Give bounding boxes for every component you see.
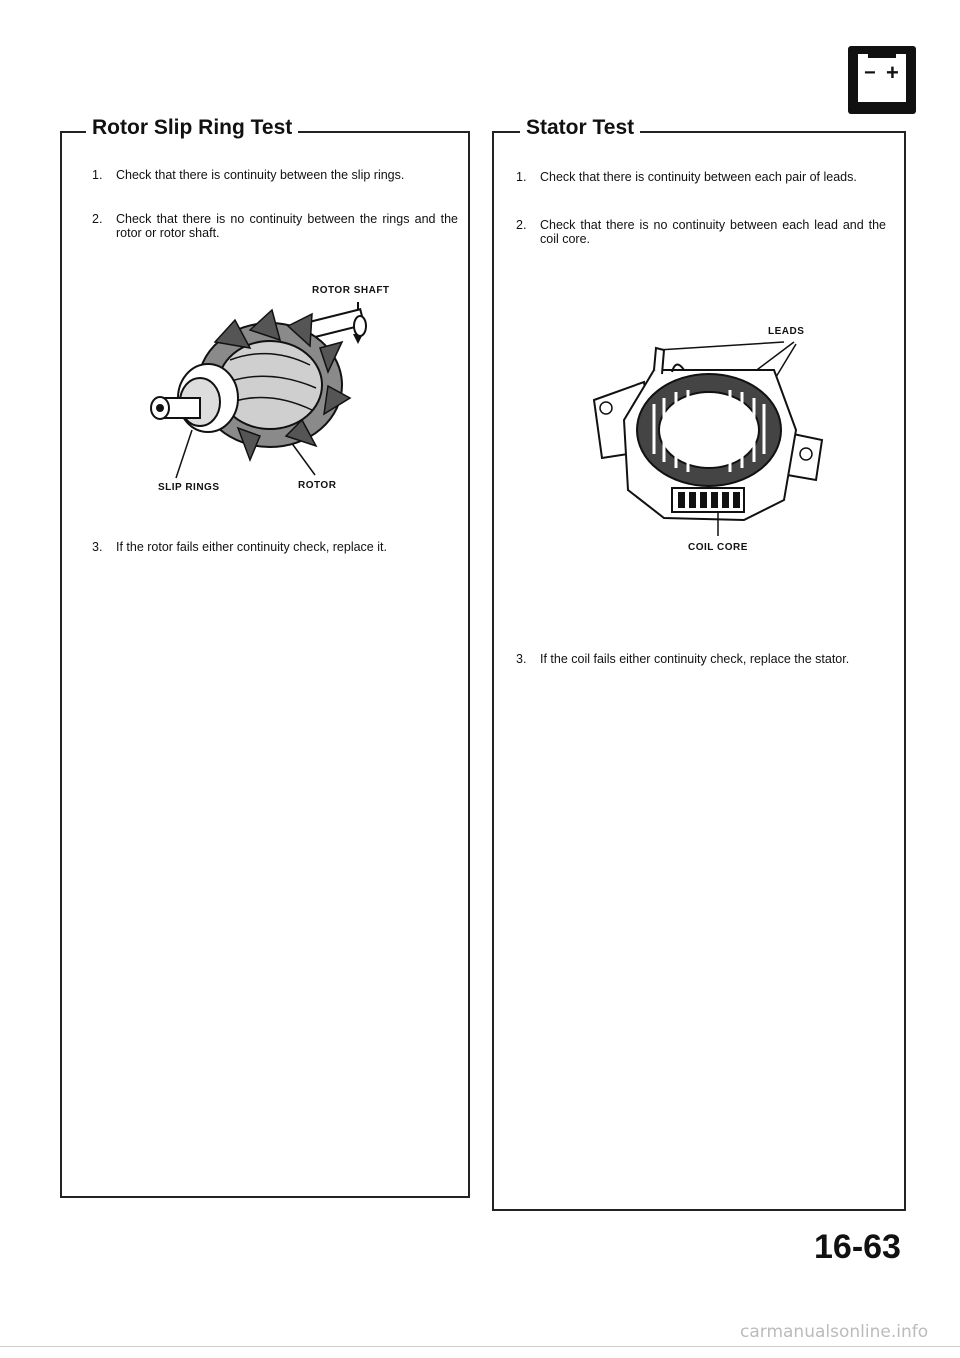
battery-minus: − (864, 62, 876, 84)
stator-illustration (584, 330, 844, 540)
page-number: 16-63 (814, 1228, 901, 1266)
rotor-illustration (120, 290, 460, 490)
stator-step-2-number: 2. (516, 218, 527, 232)
slip-rings-label: SLIP RINGS (158, 482, 220, 493)
rotor-step-1-text: Check that there is continuity between the slip rings. (116, 168, 405, 182)
rotor-step-3-number: 3. (92, 540, 103, 554)
coil-core-label: COIL CORE (688, 542, 748, 553)
rotor-step-3-text: If the rotor fails either continuity check, replace it. (116, 540, 387, 554)
battery-icon (848, 46, 916, 114)
rotor-step-2-number: 2. (92, 212, 103, 226)
rotor-section-title: Rotor Slip Ring Test (86, 116, 298, 140)
rotor-step-1-number: 1. (92, 168, 103, 182)
rotor-label: ROTOR (298, 480, 337, 491)
stator-step-2-text: Check that there is no continuity between each lead and the coil core. (540, 218, 886, 246)
stator-step-1-number: 1. (516, 170, 527, 184)
leads-label: LEADS (768, 326, 805, 337)
stator-step-3-text: If the coil fails either continuity check, replace the stator. (540, 652, 850, 666)
rotor-step-2-text: Check that there is no continuity between the rings and the rotor or rotor shaft. (116, 212, 458, 240)
battery-plus: + (886, 60, 899, 85)
rotor-shaft-label: ROTOR SHAFT (312, 285, 390, 296)
footer-watermark: carmanualsonline.info (740, 1322, 929, 1342)
footer-rule (0, 1346, 960, 1347)
stator-frame (492, 131, 906, 1211)
stator-section-title: Stator Test (520, 116, 640, 140)
stator-step-1-text: Check that there is continuity between each pair of leads. (540, 170, 857, 184)
stator-step-3-number: 3. (516, 652, 527, 666)
